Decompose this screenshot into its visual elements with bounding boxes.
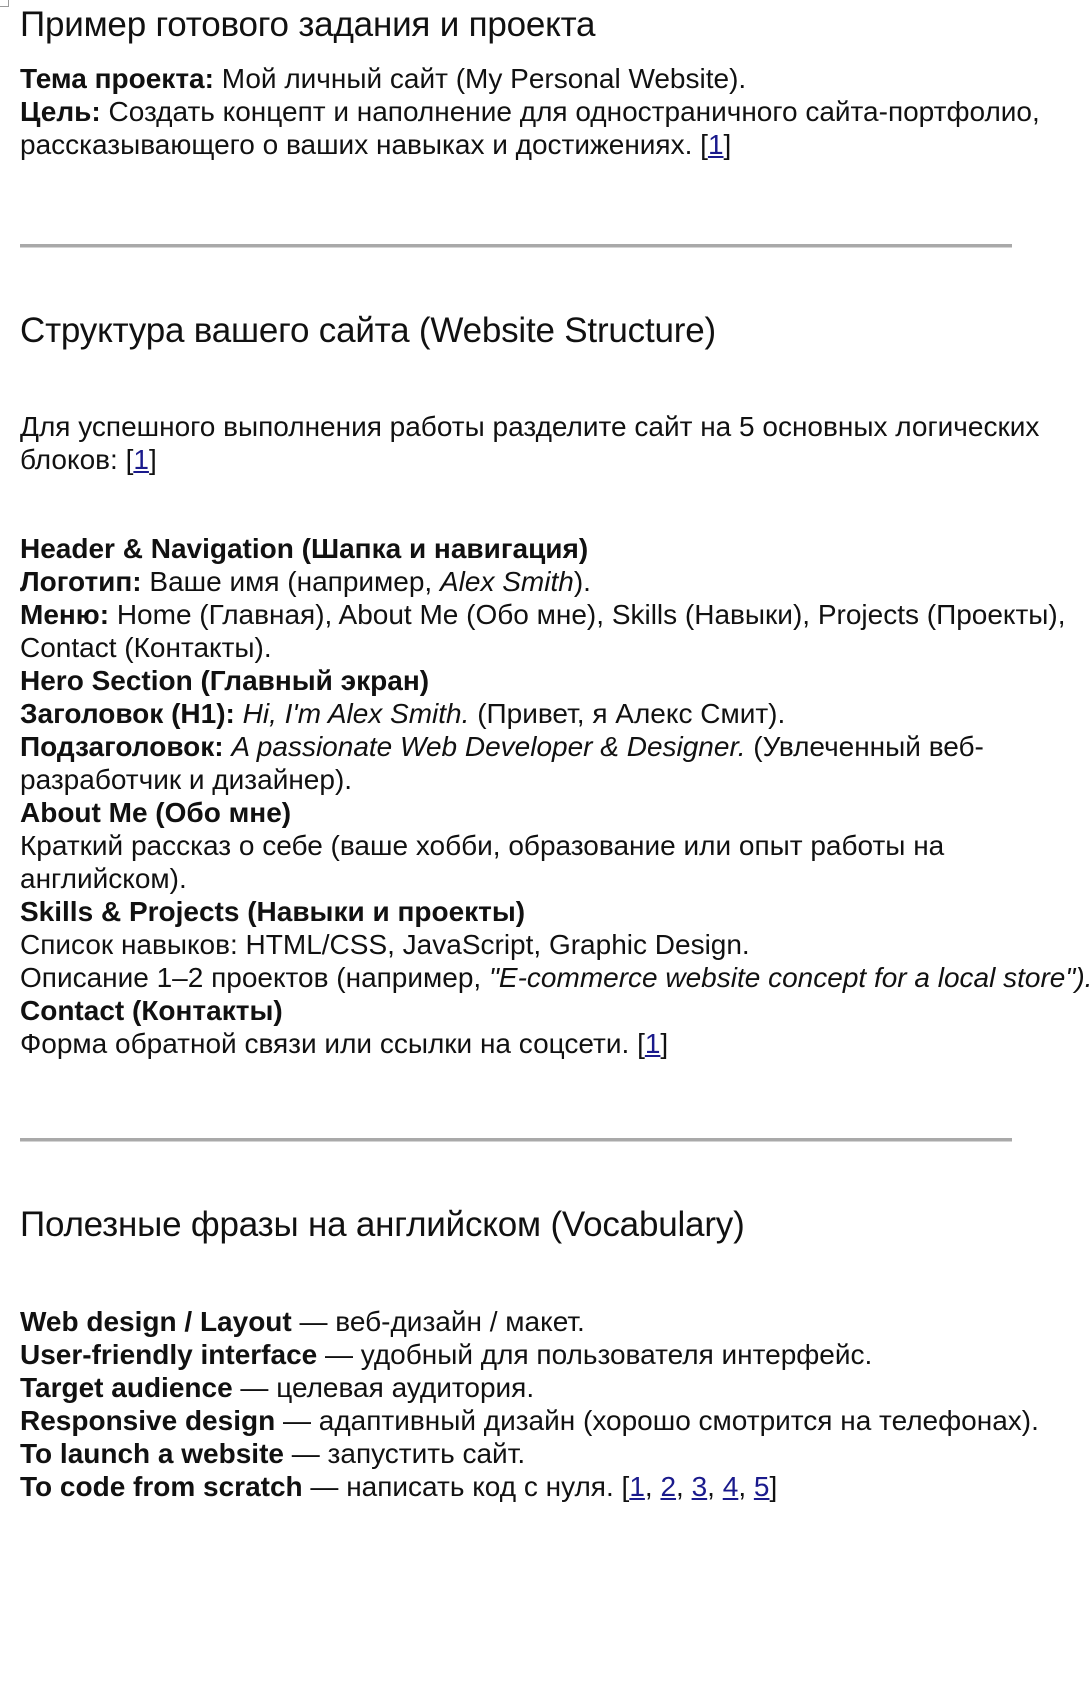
page-title: Пример готового задания и проекта [20, 5, 596, 44]
section-hero-title: Hero Section (Главный экран) [20, 665, 430, 696]
goal-line [20, 95, 1040, 128]
hero-sub-line: Подзаголовок: A passionate Web Developer & Designer. (Увлеченный веб- [20, 731, 984, 762]
citation-link[interactable]: 1 [133, 444, 149, 475]
citation-link-2[interactable]: 2 [660, 1471, 677, 1502]
goal-label: Цель: [20, 96, 101, 127]
vocab-item [20, 1371, 1039, 1404]
vocab-term: To launch a website [20, 1438, 284, 1469]
vocab-item [20, 1305, 1039, 1338]
hero-sub-line-2: разработчик и дизайнер). [20, 764, 353, 795]
citation-link[interactable]: 1 [644, 1028, 661, 1059]
vocab-item [20, 1338, 1039, 1371]
structure-list [20, 532, 1092, 1060]
vocabulary-heading: Полезные фразы на английском (Vocabulary) [20, 1205, 745, 1244]
page-corner-mark [0, 0, 9, 7]
goal-line-2: рассказывающего о ваших навыках и достижениях. [1] [20, 129, 732, 160]
vocab-item [20, 1437, 1039, 1470]
section-contact-title: Contact (Контакты) [20, 995, 283, 1026]
structure-lead-line-1: Для успешного выполнения работы разделите сайт на 5 основных логических [20, 411, 1040, 442]
contact-text-line: Форма обратной связи или ссылки на соцсети. [1] [20, 1028, 669, 1059]
menu-label: Меню: [20, 599, 110, 630]
vocab-def: — запустить сайт. [283, 1438, 526, 1469]
vocab-def: — удобный для пользователя интерфейс. [317, 1339, 873, 1370]
logo-label: Логотип: [20, 566, 142, 597]
about-text-line-2: английском). [20, 863, 187, 894]
about-text-line-1: Краткий рассказ о себе (ваше хобби, образование или опыт работы на [20, 830, 945, 861]
skills-list-line: Список навыков: HTML/CSS, JavaScript, Graphic Design. [20, 929, 750, 960]
vocab-term: Responsive design [20, 1405, 276, 1436]
vocab-item: To code from scratch — написать код с нуля. [1, 2, 3, 4, 5] [20, 1471, 778, 1502]
hero-h1-line: Заголовок (H1): Hi, I'm Alex Smith. (Привет, я Алекс Смит). [20, 698, 786, 729]
section-header-nav-title: Header & Navigation (Шапка и навигация) [20, 533, 589, 564]
section-about-title: About Me (Обо мне) [20, 797, 292, 828]
horizontal-divider [20, 1138, 1012, 1142]
vocab-term: Target audience [20, 1372, 233, 1403]
structure-lead-text: блоков: [20, 444, 126, 475]
vocab-term: To code from scratch [20, 1471, 303, 1502]
citation-link-1[interactable]: 1 [629, 1471, 645, 1502]
goal-value-2: рассказывающего о ваших навыках и достижениях. [20, 129, 701, 160]
horizontal-divider [20, 244, 1012, 248]
citation-link-4[interactable]: 4 [722, 1471, 739, 1502]
hero-h1-label: Заголовок (H1): [20, 698, 235, 729]
logo-line: Логотип: Ваше имя (например, Alex Smith). [20, 566, 591, 597]
menu-line-2: Contact (Контакты). [20, 632, 272, 663]
topic-value: Мой личный сайт (My Personal Website). [213, 63, 747, 94]
structure-lead [20, 410, 1039, 476]
hero-sub-label: Подзаголовок: [20, 731, 224, 762]
citation-link-5[interactable]: 5 [753, 1471, 770, 1502]
topic-label: Тема проекта: [20, 63, 214, 94]
projects-desc-line: Описание 1–2 проектов (например, "E-commerce website concept for a local store"). [20, 962, 1092, 993]
vocab-term: User-friendly interface [20, 1339, 318, 1370]
intro-block [20, 62, 1040, 161]
vocab-def: — адаптивный дизайн (хорошо смотрится на телефонах). [275, 1405, 1039, 1436]
vocab-item [20, 1404, 1039, 1437]
section-skills-title: Skills & Projects (Навыки и проекты) [20, 896, 526, 927]
structure-heading: Структура вашего сайта (Website Structure) [20, 311, 716, 350]
vocab-def: — веб-дизайн / макет. [291, 1306, 585, 1337]
logo-example: Alex Smith [440, 566, 574, 597]
vocab-term: Web design / Layout [20, 1306, 292, 1337]
vocabulary-list [20, 1305, 1039, 1503]
goal-value: Создать концепт и наполнение для одностраничного сайта-портфолио, [100, 96, 1040, 127]
citation-link[interactable]: 1 [707, 129, 724, 160]
topic-line [20, 62, 1040, 95]
structure-lead-line-2: блоков: [1] [20, 444, 157, 475]
citation-link-3[interactable]: 3 [691, 1471, 708, 1502]
menu-line: Меню: Home (Главная), About Me (Обо мне), Skills (Навыки), Projects (Проекты), [20, 599, 1066, 630]
vocab-def: — целевая аудитория. [232, 1372, 535, 1403]
vocab-def: — написать код с нуля. [302, 1471, 622, 1502]
